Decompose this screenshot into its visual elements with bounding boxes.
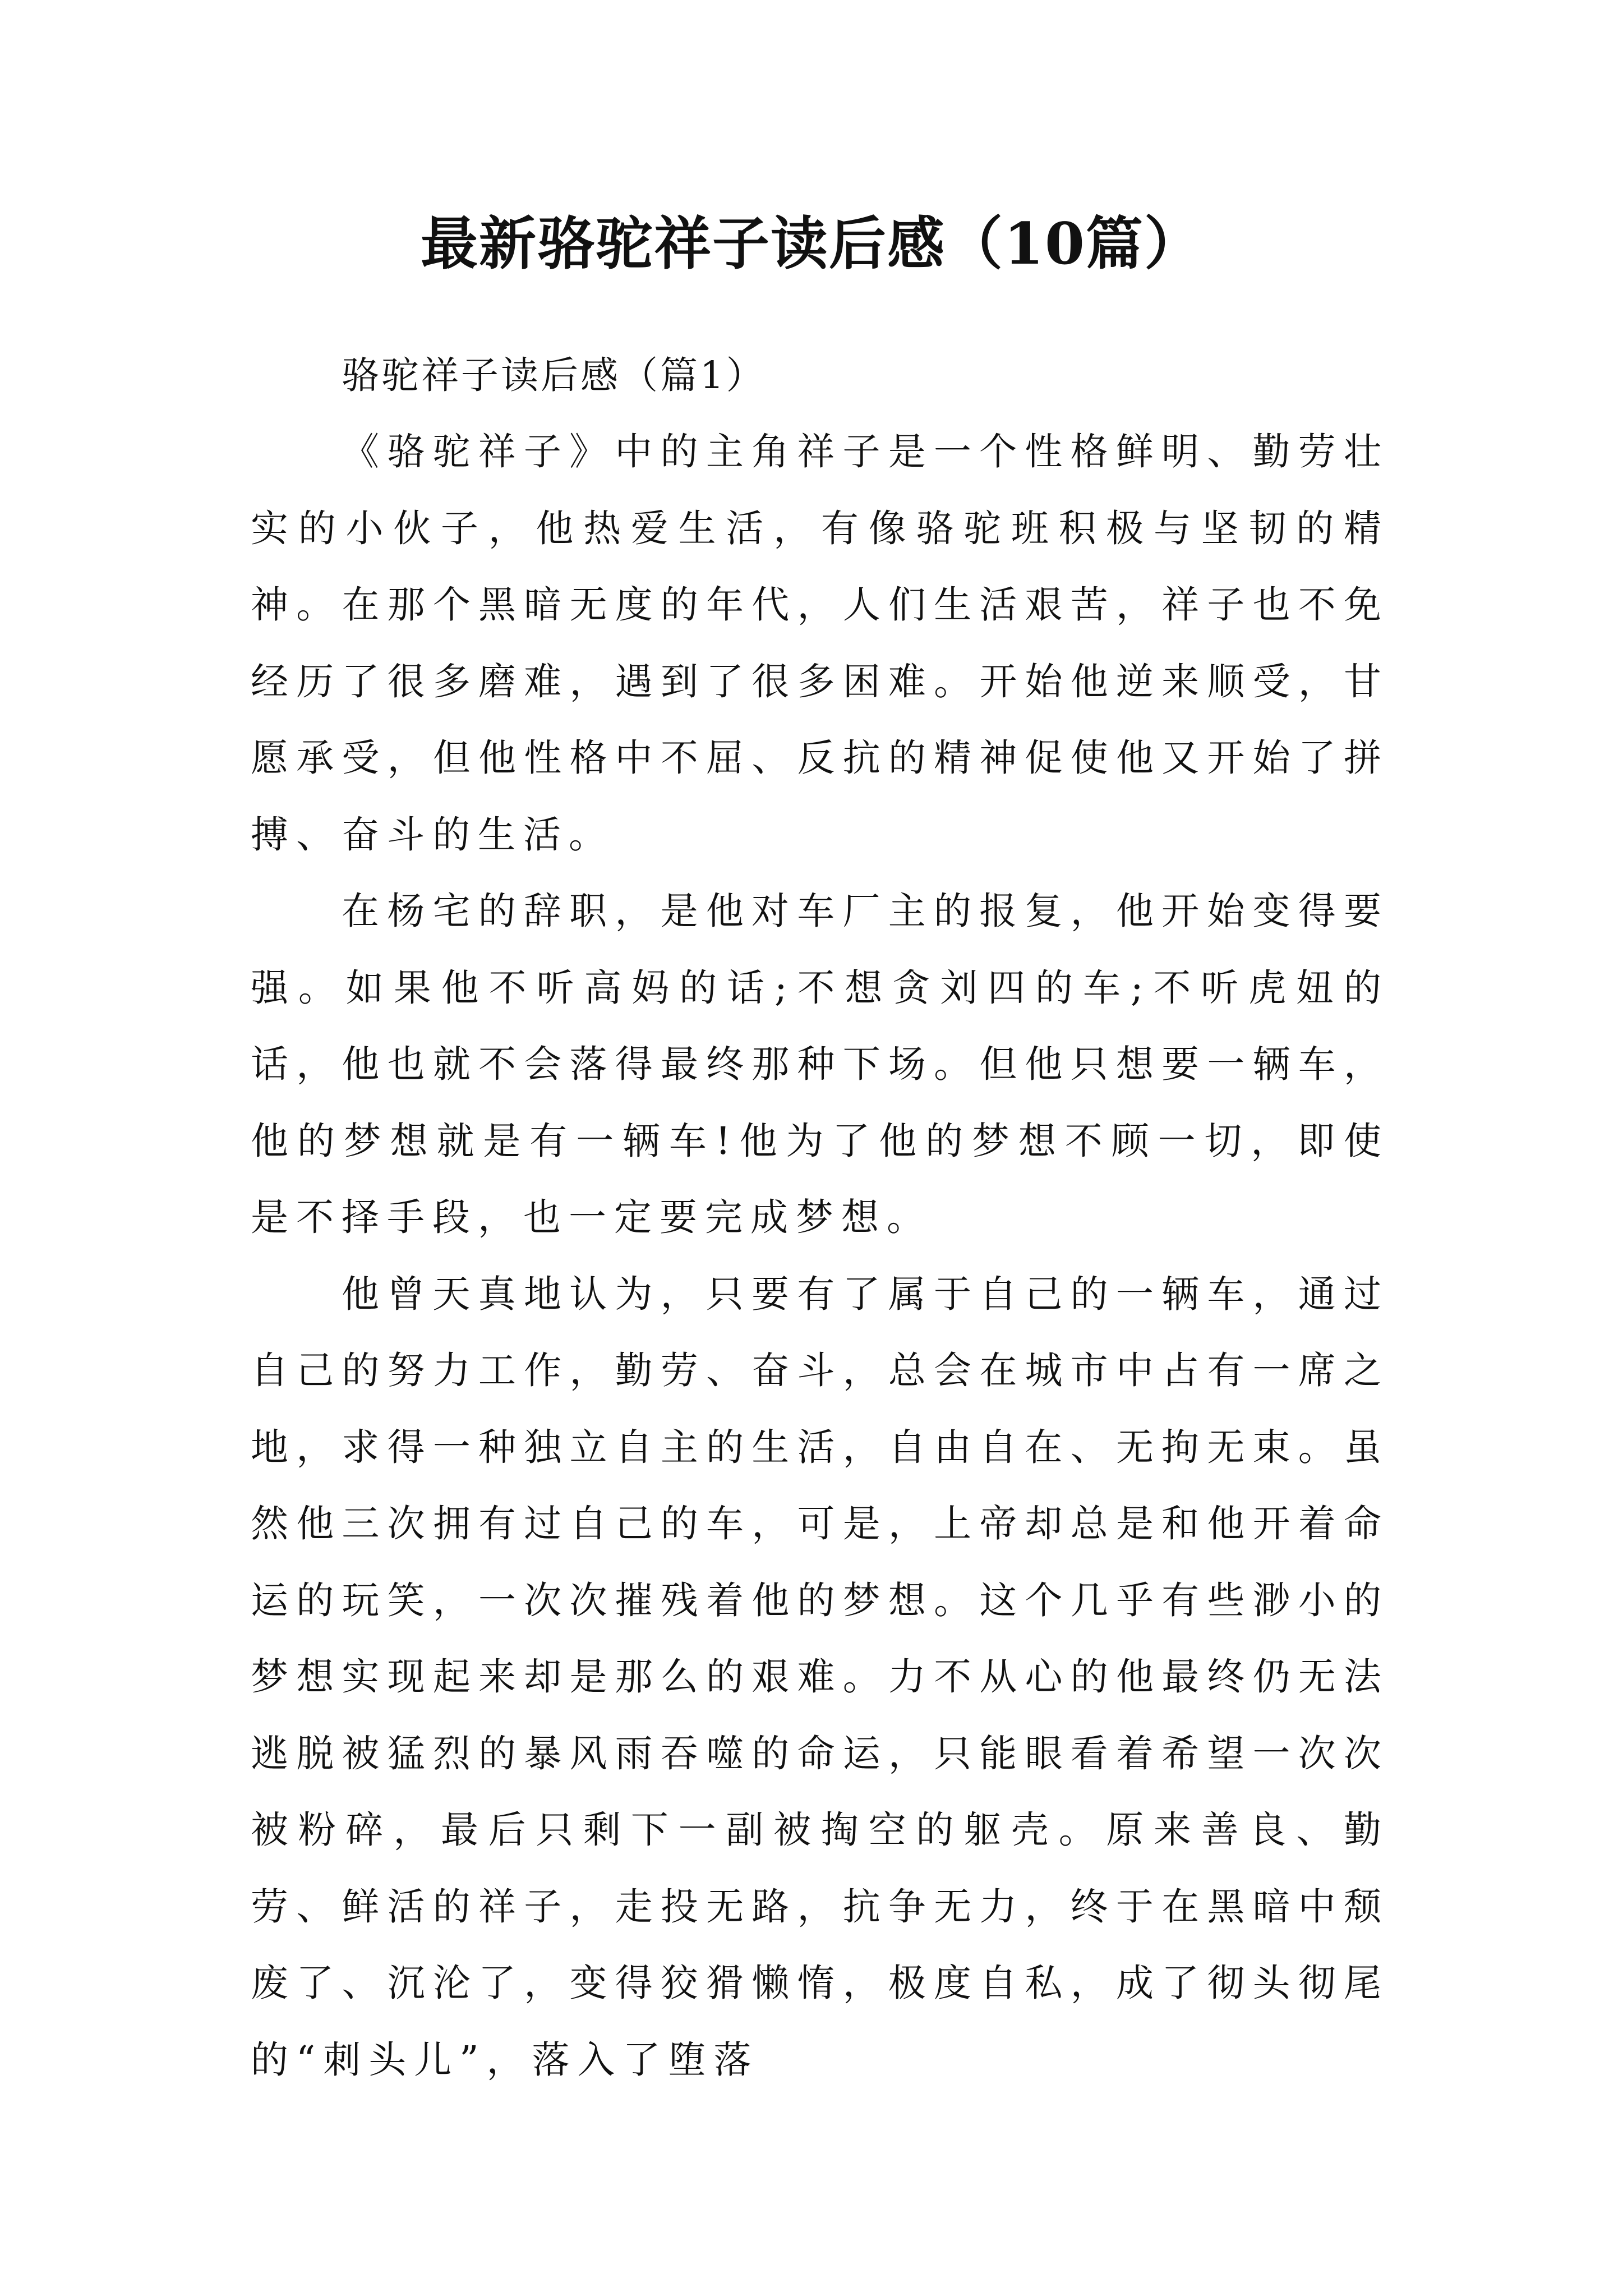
paragraph-2: 在杨宅的辞职，是他对车厂主的报复，他开始变得要强。如果他不听高妈的话;不想贪刘四的车;不听虎妞的话，他也就不会落得最终那种下场。但他只想要一辆车，他的梦想就是有一辆车!他为了他的梦想不顾一切，即使是不择手段，也一定要完成梦想。 <box>251 889 1389 1239</box>
paragraph-3: 他曾天真地认为，只要有了属于自己的一辆车，通过自己的努力工作，勤劳、奋斗，总会在城市中占有一席之地，求得一种独立自主的生活，自由自在、无拘无束。虽然他三次拥有过自己的车，可是，上帝却总是和他开着命运的玩笑，一次次摧残着他的梦想。这个几乎有些渺小的梦想实现起来却是那么的艰难。力不从心的他最终仍无法逃脱被猛烈的暴风雨吞噬的命运，只能眼看着希望一次次被粉碎，最后只剩下一副被掏空的躯壳。原来善良、勤劳、鲜活的祥子，走投无路，抗争无力，终于在黑暗中颓废了、沉沦了，变得狡猾懒惰，极度自私，成了彻头彻尾的“刺头儿”，落入了堕落 <box>251 1272 1389 2082</box>
document-title: 最新骆驼祥子读后感（10篇） <box>421 210 1202 278</box>
section-heading: 骆驼祥子读后感（篇1） <box>342 353 766 397</box>
document-body <box>251 337 1389 2098</box>
paragraph-1: 《骆驼祥子》中的主角祥子是一个性格鲜明、勤劳壮实的小伙子，他热爱生活，有像骆驼班积极与坚韧的精神。在那个黑暗无度的年代，人们生活艰苦，祥子也不免经历了很多磨难，遇到了很多困难。开始他逆来顺受，甘愿承受，但他性格中不屈、反抗的精神促使他又开始了拼搏、奋斗的生活。 <box>251 430 1389 857</box>
